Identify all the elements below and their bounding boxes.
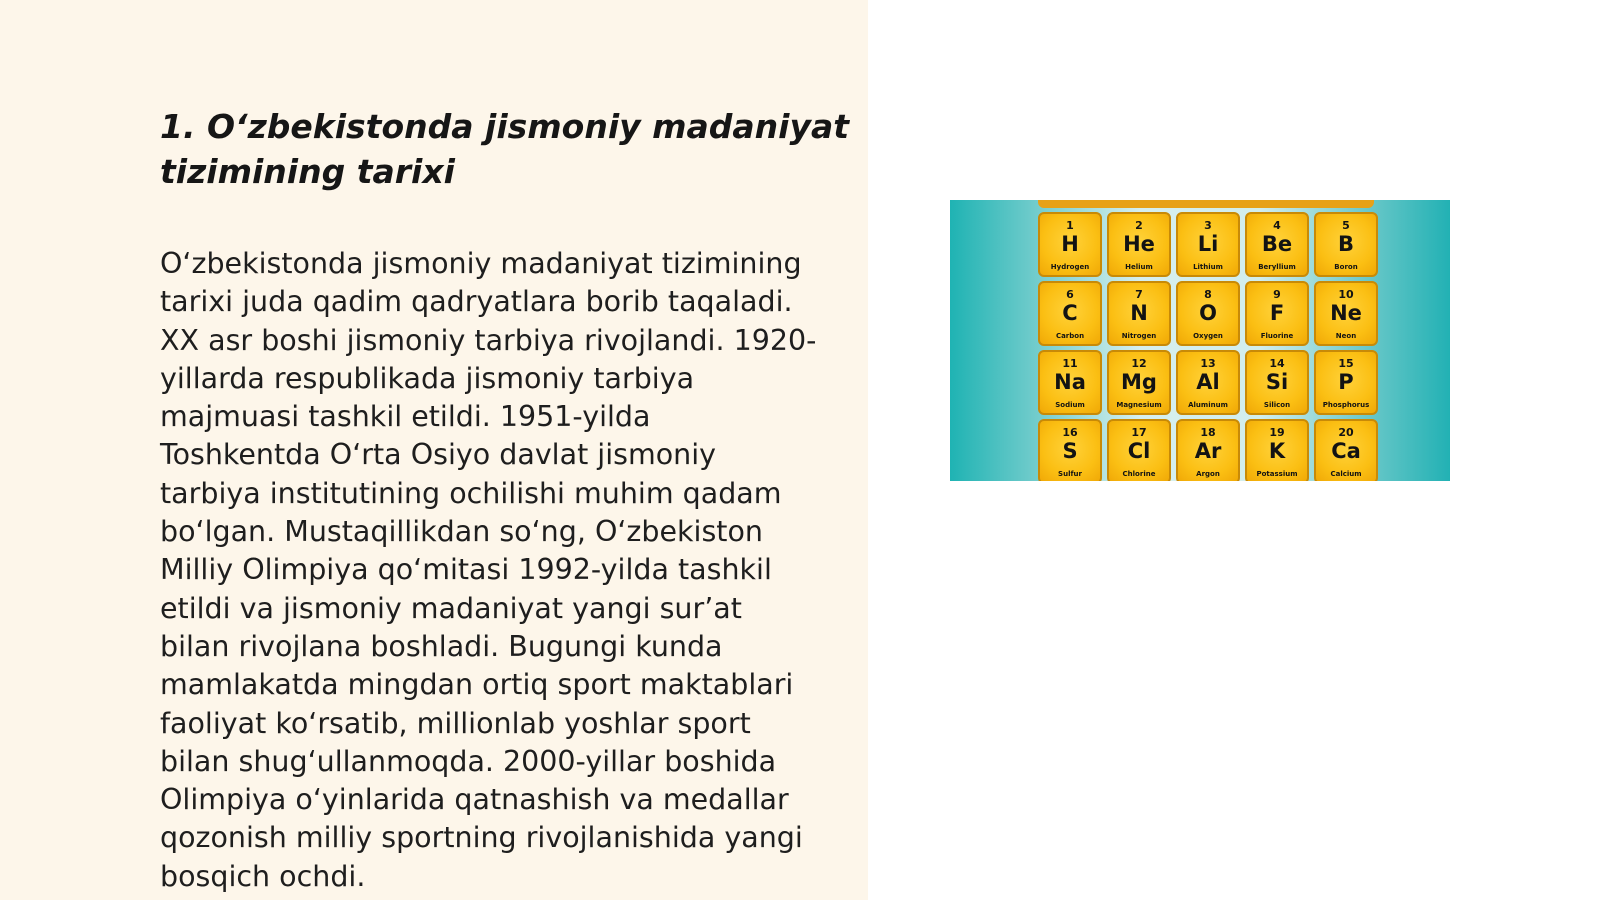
- element-symbol: Si: [1265, 370, 1289, 394]
- element-symbol: H: [1061, 232, 1079, 256]
- element-number: 19: [1269, 426, 1285, 439]
- periodic-table-image: [950, 200, 1450, 481]
- element-tile: [1245, 212, 1309, 277]
- element-symbol: Ca: [1331, 439, 1361, 463]
- element-tile: [1176, 419, 1240, 481]
- element-symbol: B: [1337, 232, 1354, 256]
- element-number: 3: [1204, 219, 1212, 232]
- element-number: 2: [1135, 219, 1143, 232]
- element-symbol: Li: [1197, 232, 1219, 256]
- element-number: 16: [1062, 426, 1078, 439]
- element-name: Nitrogen: [1121, 332, 1157, 340]
- element-symbol: Na: [1054, 370, 1086, 394]
- element-number: 1: [1066, 219, 1074, 232]
- element-tile: [1038, 350, 1102, 415]
- element-symbol: Al: [1196, 370, 1220, 394]
- element-tile: [1176, 281, 1240, 346]
- element-tile: [1314, 350, 1378, 415]
- element-number: 13: [1200, 357, 1216, 370]
- element-number: 11: [1062, 357, 1078, 370]
- element-symbol: Cl: [1127, 439, 1151, 463]
- element-symbol: N: [1130, 301, 1148, 325]
- element-number: 9: [1273, 288, 1281, 301]
- element-name: Hydrogen: [1050, 263, 1090, 271]
- element-tile: [1107, 419, 1171, 481]
- element-name: Chlorine: [1122, 470, 1156, 478]
- element-tile: [1038, 212, 1102, 277]
- element-symbol: F: [1269, 301, 1285, 325]
- element-symbol: Mg: [1121, 370, 1157, 394]
- element-tile: [1107, 350, 1171, 415]
- element-number: 7: [1135, 288, 1143, 301]
- element-name: Silicon: [1263, 401, 1291, 409]
- element-tile: [1314, 281, 1378, 346]
- element-number: 18: [1200, 426, 1216, 439]
- element-name: Aluminum: [1188, 401, 1228, 409]
- element-number: 15: [1338, 357, 1354, 370]
- element-name: Calcium: [1330, 470, 1362, 478]
- element-symbol: S: [1062, 439, 1078, 463]
- element-tile: [1107, 212, 1171, 277]
- element-name: Carbon: [1055, 332, 1085, 340]
- element-tile: [1038, 281, 1102, 346]
- element-number: 14: [1269, 357, 1285, 370]
- element-name: Argon: [1196, 470, 1220, 478]
- element-name: Lithium: [1193, 263, 1223, 271]
- element-name: Helium: [1125, 263, 1153, 271]
- element-tile: [1314, 212, 1378, 277]
- element-tile: [1176, 350, 1240, 415]
- element-name: Oxygen: [1193, 332, 1223, 340]
- element-number: 12: [1131, 357, 1147, 370]
- element-number: 5: [1342, 219, 1350, 232]
- element-number: 6: [1066, 288, 1074, 301]
- element-name: Neon: [1335, 332, 1357, 340]
- element-number: 10: [1338, 288, 1354, 301]
- element-name: Beryllium: [1258, 263, 1296, 271]
- element-number: 4: [1273, 219, 1281, 232]
- element-number: 20: [1338, 426, 1354, 439]
- element-number: 17: [1131, 426, 1147, 439]
- element-name: Phosphorus: [1322, 401, 1370, 409]
- element-name: Sulfur: [1058, 470, 1082, 478]
- element-tile: [1176, 212, 1240, 277]
- element-symbol: K: [1268, 439, 1286, 463]
- slide-title: 1. O‘zbekistonda jismoniy madaniyat tizimining tarixi: [160, 107, 850, 191]
- element-tile: [1107, 281, 1171, 346]
- element-name: Potassium: [1256, 470, 1298, 478]
- element-tile: [1314, 419, 1378, 481]
- element-name: Fluorine: [1260, 332, 1294, 340]
- element-symbol: P: [1338, 370, 1354, 394]
- slide-body-text: O‘zbekistonda jismoniy madaniyat tizimining tarixi juda qadim qadryatlara borib taqaladi. XX asr boshi jismoniy tarbiya rivojlandi. 1920- yillarda respublikada jismoniy tarbiya majmuasi tashkil etildi. 1951-yilda Toshkentda O‘rta Osiyo davlat jismoniy tarbiya institutining ochilishi muhim qadam bo‘lgan. Mustaqillikdan so‘ng, O‘zbekiston Milliy Olimpiya qo‘mitasi 1992-yilda tashkil etildi va jismoniy madaniyat yangi sur’at bilan rivojlana boshladi. Bugungi kunda mamlakatda mingdan ortiq sport maktablari faoliyat ko‘rsatib, millionlab yoshlar sport bilan shug‘ullanmoqda. 2000-yillar boshida Olimpiya o‘yinlarida qatnashish va medallar qozonish milliy sportning rivojlanishida yangi bosqich ochdi.: [160, 247, 817, 893]
- element-name: Magnesium: [1116, 401, 1162, 409]
- element-symbol: Be: [1261, 232, 1293, 256]
- element-symbol: Ne: [1330, 301, 1362, 325]
- element-name: Boron: [1334, 263, 1358, 271]
- element-symbol: C: [1062, 301, 1078, 325]
- element-tile: [1245, 350, 1309, 415]
- element-name: Sodium: [1055, 401, 1085, 409]
- element-tile: [1245, 419, 1309, 481]
- element-symbol: Ar: [1194, 439, 1222, 463]
- image-top-strip: [1038, 200, 1374, 208]
- element-number: 8: [1204, 288, 1212, 301]
- element-tile: [1038, 419, 1102, 481]
- element-tile: [1245, 281, 1309, 346]
- element-symbol: He: [1123, 232, 1155, 256]
- element-symbol: O: [1199, 301, 1217, 325]
